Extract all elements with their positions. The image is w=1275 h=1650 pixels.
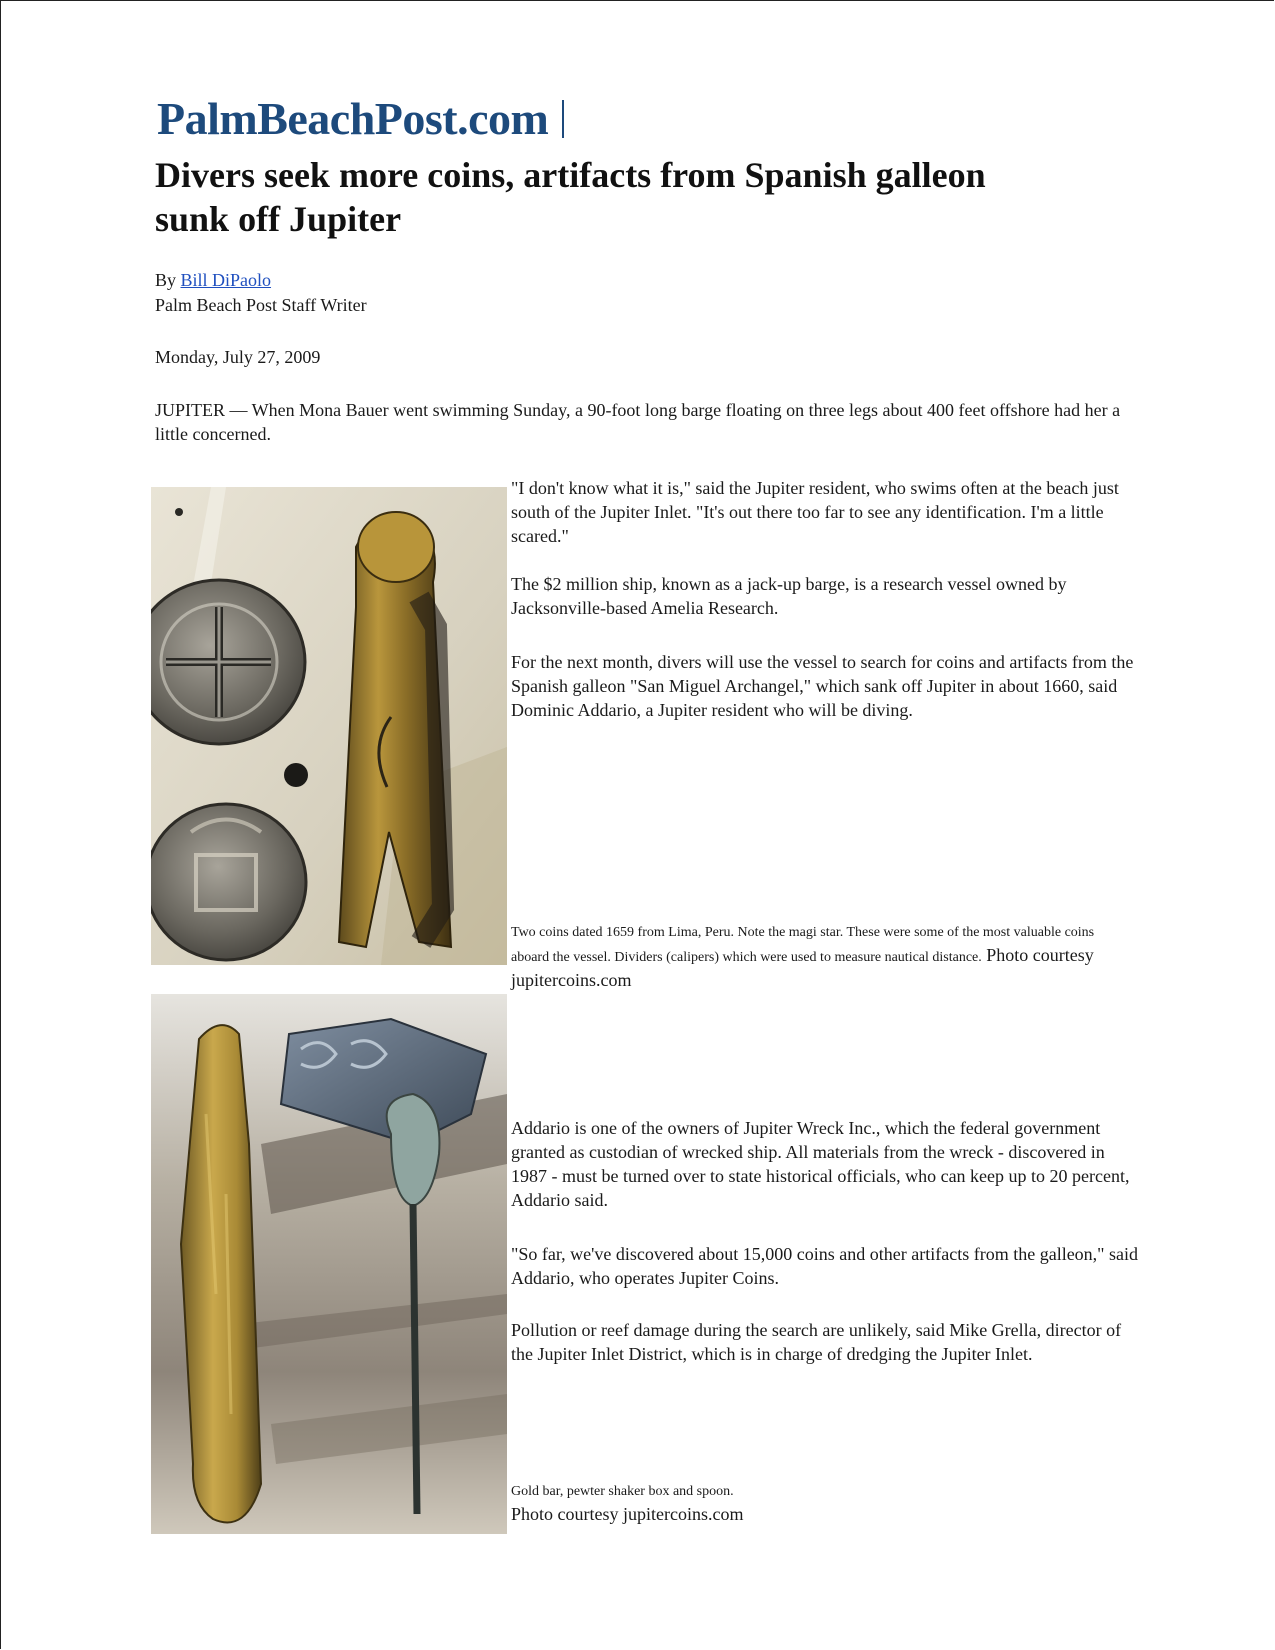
lead-paragraph: JUPITER — When Mona Bauer went swimming Sunday, a 90-foot long barge floating on three legs about 400 feet offshore had her a little concerned. <box>155 400 1121 444</box>
byline <box>155 268 271 292</box>
logo-divider <box>562 100 564 138</box>
site-logo[interactable] <box>157 92 564 145</box>
article-headline: Divers seek more coins, artifacts from Spanish galleon sunk off Jupiter <box>155 155 986 239</box>
article-paragraph: "I don't know what it is," said the Jupiter resident, who swims often at the beach just south of the Jupiter Inlet. "It's out there too far to see any identification. I'm a little scared." <box>511 478 1119 546</box>
article-paragraph: Pollution or reef damage during the search are unlikely, said Mike Grella, director of the Jupiter Inlet District, which is in charge of dredging the Jupiter Inlet. <box>511 1320 1122 1364</box>
author-link[interactable]: Bill DiPaolo <box>180 270 272 290</box>
article-paragraph: Addario is one of the owners of Jupiter Wreck Inc., which the federal government granted as custodian of wrecked ship. All materials from the wreck - discovered in 1987 - must be turned over to state historical officials, who can keep up to 20 percent, Addario said. <box>511 1118 1130 1210</box>
photo-credit: Photo courtesy jupitercoins.com <box>511 1504 744 1524</box>
byline-prefix: By <box>155 270 181 290</box>
publish-date: Monday, July 27, 2009 <box>155 347 321 367</box>
article-paragraph: For the next month, divers will use the vessel to search for coins and artifacts from the Spanish galleon "San Miguel Archangel," which sank off Jupiter in about 1660, said Dominic Addario, a Jupiter resident who will be diving. <box>511 652 1134 720</box>
gold-bar-spoon-image <box>151 994 507 1534</box>
photo-caption <box>511 1477 1111 1526</box>
article-paragraph: The $2 million ship, known as a jack-up barge, is a research vessel owned by Jacksonville-based Amelia Research. <box>511 574 1067 618</box>
caption-text: Two coins dated 1659 from Lima, Peru. Note the magi star. These were some of the most valuable coins aboard the vessel. Dividers (calipers) which were used to measure nautical distance. <box>511 925 1095 965</box>
photo-credit: Photo courtesy jupitercoins.com <box>511 945 1094 990</box>
coins-dividers-image <box>151 487 507 965</box>
gold-bar-spoon-photo <box>151 994 507 1534</box>
photo-caption <box>511 918 1111 992</box>
site-logo-text: PalmBeachPost.com <box>157 93 549 144</box>
caption-text: Gold bar, pewter shaker box and spoon. <box>511 1484 734 1499</box>
coins-dividers-photo <box>151 487 507 965</box>
author-role: Palm Beach Post Staff Writer <box>155 295 367 315</box>
article-paragraph: "So far, we've discovered about 15,000 coins and other artifacts from the galleon," said Addario, who operates Jupiter Coins. <box>511 1244 1139 1288</box>
